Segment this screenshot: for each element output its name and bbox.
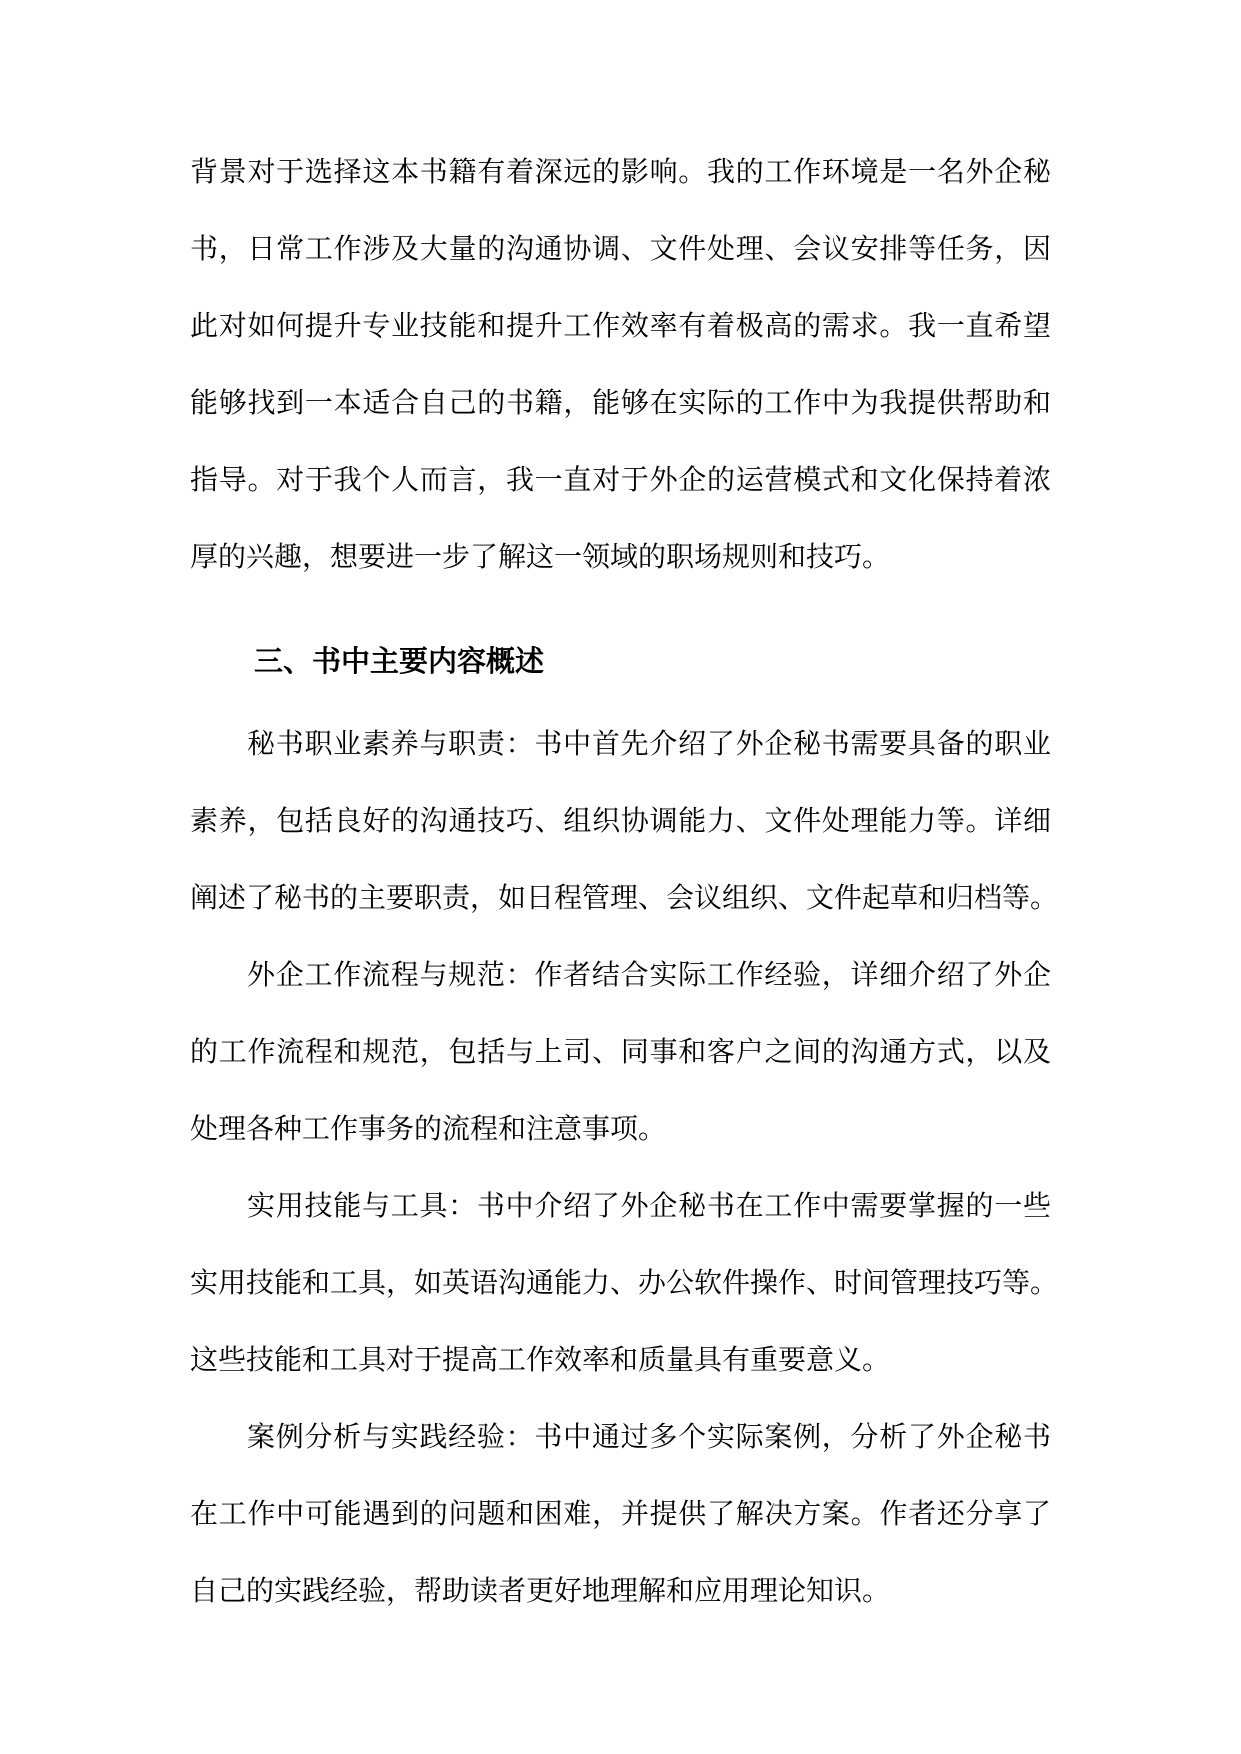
paragraph-line: 处理各种工作事务的流程和注意事项。 [190,1112,667,1145]
paragraph-line: 自己的实践经验，帮助读者更好地理解和应用理论知识。 [190,1574,891,1607]
section-heading: 三、书中主要内容概述 [254,644,545,678]
paragraph-line: 在工作中可能遇到的问题和困难，并提供了解决方案。作者还分享了 [190,1497,1051,1530]
paragraph-line: 厚的兴趣，想要进一步了解这一领域的职场规则和技巧。 [190,540,891,573]
paragraph-line: 素养，包括良好的沟通技巧、组织协调能力、文件处理能力等。详细 [190,804,1051,837]
paragraph-line: 阐述了秘书的主要职责，如日程管理、会议组织、文件起草和归档等。 [190,881,1059,914]
paragraph-line: 背景对于选择这本书籍有着深远的影响。我的工作环境是一名外企秘 [190,155,1051,188]
paragraph-line: 此对如何提升专业技能和提升工作效率有着极高的需求。我一直希望 [190,309,1051,342]
paragraph-line: 书，日常工作涉及大量的沟通协调、文件处理、会议安排等任务，因 [190,232,1051,265]
paragraph-line: 这些技能和工具对于提高工作效率和质量具有重要意义。 [190,1343,891,1376]
paragraph-line: 实用技能和工具，如英语沟通能力、办公软件操作、时间管理技巧等。 [190,1266,1059,1299]
paragraph-line: 秘书职业素养与职责：书中首先介绍了外企秘书需要具备的职业 [247,727,1051,760]
paragraph-line: 案例分析与实践经验：书中通过多个实际案例，分析了外企秘书 [247,1420,1051,1453]
paragraph-line: 能够找到一本适合自己的书籍，能够在实际的工作中为我提供帮助和 [190,386,1051,419]
paragraph-line: 实用技能与工具：书中介绍了外企秘书在工作中需要掌握的一些 [247,1189,1051,1222]
paragraph-line: 外企工作流程与规范：作者结合实际工作经验，详细介绍了外企 [247,958,1051,991]
paragraph-line: 的工作流程和规范，包括与上司、同事和客户之间的沟通方式，以及 [190,1035,1051,1068]
paragraph-line: 指导。对于我个人而言，我一直对于外企的运营模式和文化保持着浓 [190,463,1051,496]
